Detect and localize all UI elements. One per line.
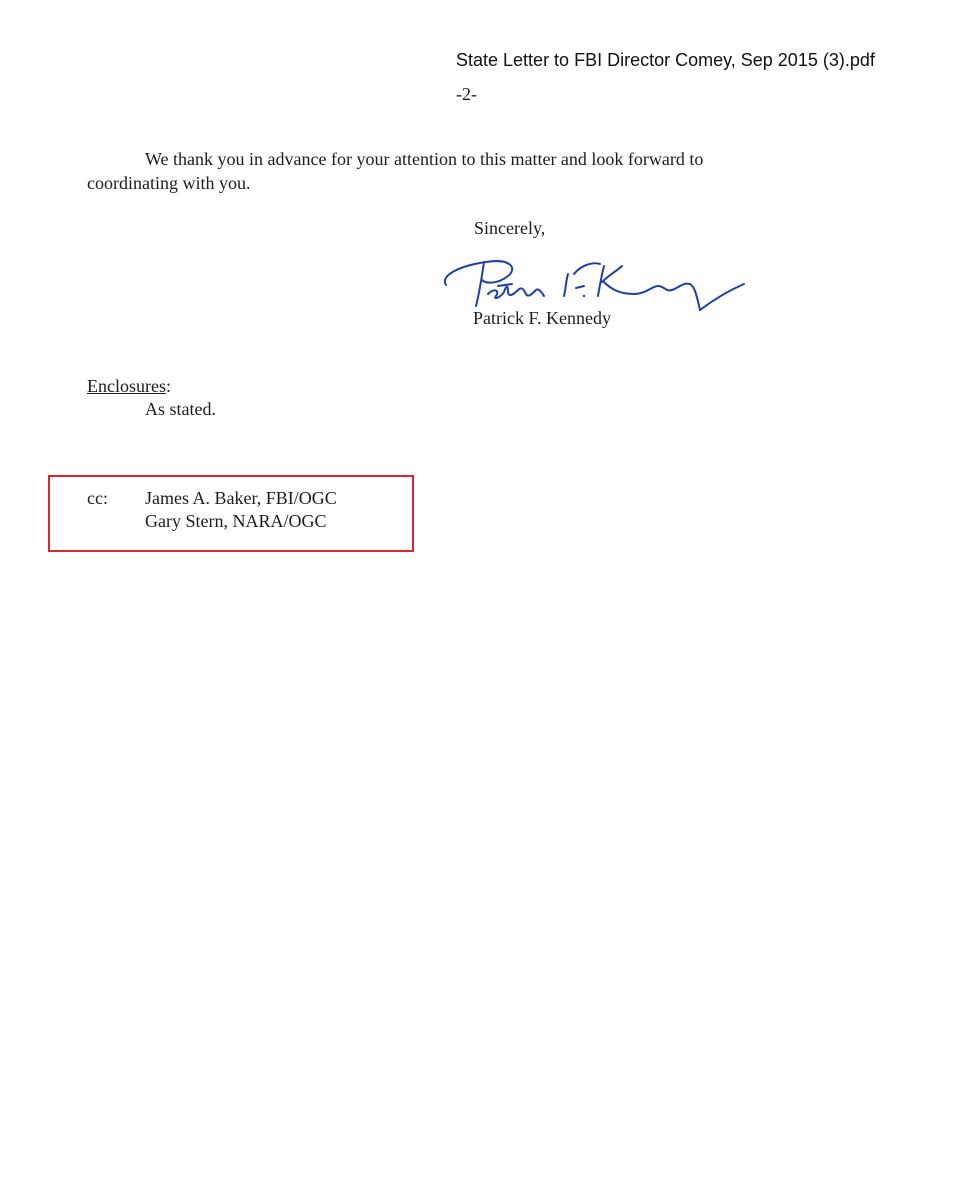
- cc-recipient: James A. Baker, FBI/OGC: [145, 488, 337, 508]
- body-paragraph-line-1: We thank you in advance for your attention to this matter and look forward to: [145, 149, 704, 169]
- cc-label: cc:: [87, 488, 108, 508]
- enclosures-heading: [87, 374, 171, 398]
- enclosures-colon: :: [165, 376, 171, 396]
- body-paragraph-line-2: coordinating with you.: [87, 173, 251, 193]
- document-file-title: State Letter to FBI Director Comey, Sep 2015 (3).pdf: [456, 50, 875, 70]
- page-number: -2-: [456, 84, 477, 104]
- enclosures-value: As stated.: [145, 399, 216, 419]
- closing-salutation: Sincerely,: [474, 218, 546, 238]
- signer-name: Patrick F. Kennedy: [473, 308, 612, 328]
- cc-recipient: Gary Stern, NARA/OGC: [145, 511, 327, 531]
- enclosures-label: Enclosures: [87, 376, 166, 396]
